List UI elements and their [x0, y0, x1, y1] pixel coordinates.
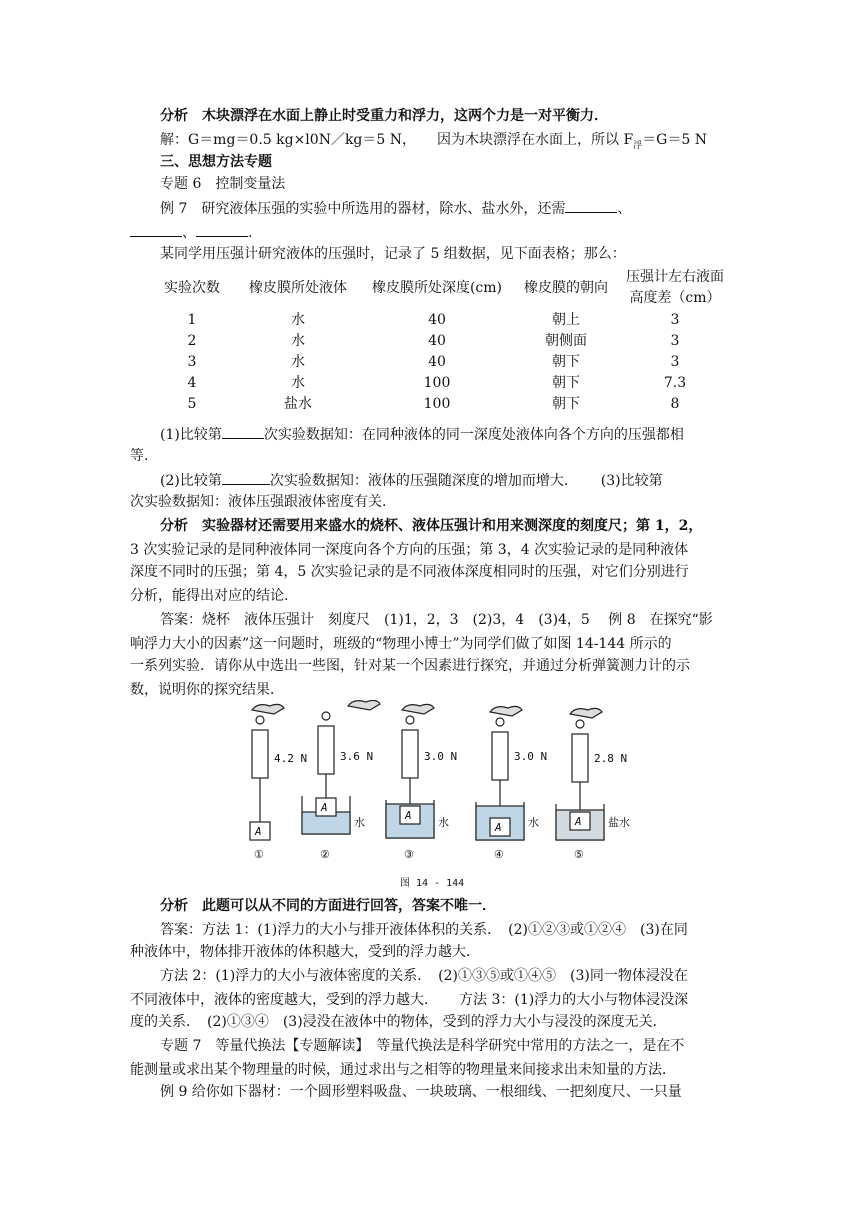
table-row — [150, 310, 730, 331]
figure-number: ② — [320, 848, 330, 861]
cell: 3 — [670, 354, 680, 370]
cell: 3 — [670, 312, 680, 328]
topic-7-line: 专题 7 等量代换法【专题解读】 等量代换法是科学研究中常用的方法之一，是在不 — [160, 1038, 685, 1054]
analysis-paragraph-line: 3 次实验记录的是同种液体同一深度向各个方向的压强；第 3，4 次实验记录的是同种液体 — [130, 542, 689, 558]
header-line: 高度差（cm） — [629, 290, 721, 306]
cell: 40 — [428, 312, 446, 328]
intro-line: 某同学用压强计研究液体的压强时，记录了 5 组数据，见下面表格；那么： — [160, 246, 626, 262]
text: (1)比较第 — [160, 427, 222, 443]
text: . — [248, 225, 253, 241]
block-label: A — [405, 809, 412, 822]
example-9-line: 例 9 给你如下器材：一个圆形塑料吸盘、一块玻璃、一根细线、一把刻度尺、一只量 — [160, 1084, 682, 1100]
cell: 100 — [423, 375, 451, 391]
answer-line: 数，说明你的探究结果． — [130, 682, 284, 698]
cell: 朝下 — [552, 396, 580, 412]
cell: 水 — [291, 312, 305, 328]
cell: 2 — [187, 333, 197, 349]
topic-title: 专题 6 控制变量法 — [160, 176, 286, 192]
text: 例 7 研究液体压强的实验中所选用的器材，除水、盐水外，还需 — [160, 201, 566, 217]
cell: 朝下 — [552, 375, 580, 391]
text: 分析 实验器材还需要用来盛水的烧杯、液体压强计和用来测深度的刻度尺；第 1，2， — [160, 518, 703, 534]
cell: 40 — [428, 354, 446, 370]
cell: 水 — [291, 375, 305, 391]
reading-label: 3.0 N — [514, 750, 548, 763]
answer-blank — [196, 222, 248, 237]
text: 、 — [617, 201, 632, 217]
answer-blank — [222, 424, 264, 439]
cell: 水 — [291, 354, 305, 370]
liquid-label: 水 — [354, 816, 365, 829]
cell: 1 — [187, 312, 197, 328]
question-3: 次实验数据知：液体压强跟液体密度有关. — [130, 494, 387, 510]
liquid-label: 水 — [438, 816, 449, 829]
analysis-paragraph — [160, 516, 760, 536]
text: 、 — [182, 225, 196, 241]
table-row — [150, 331, 730, 352]
cell: 朝侧面 — [545, 333, 587, 349]
block-label: A — [321, 801, 328, 814]
table-row — [150, 352, 730, 373]
example-line — [160, 198, 760, 219]
liquid-label: 水 — [528, 816, 539, 829]
analysis-paragraph-line: 深度不同时的压强；第 4，5 次实验记录的是不同液体深度相同时的压强，对它们分别进行 — [130, 564, 689, 580]
cell: 3 — [187, 354, 197, 370]
analysis-paragraph-line: 分析，能得出对应的结论. — [130, 588, 289, 604]
header-cell: 橡皮膜所处深度(cm) — [371, 279, 503, 296]
question-1-cont: 等. — [130, 448, 149, 464]
liquid-label: 盐水 — [608, 816, 630, 829]
example-line-2 — [130, 222, 730, 243]
answer-line: 答案：烧杯 液体压强计 刻度尺 (1)1，2，3 (2)3，4 (3)4，5 例 8 在探究“影 — [160, 612, 713, 628]
cell: 7.3 — [663, 375, 687, 391]
cell: 朝上 — [552, 312, 580, 328]
block-label: A — [495, 821, 502, 834]
question-1 — [160, 424, 760, 445]
analysis-line-2 — [160, 896, 760, 916]
figure-number: ④ — [494, 848, 504, 861]
text: 分析 此题可以从不同的方面进行回答，答案不唯一． — [160, 898, 496, 914]
block-label: A — [255, 825, 262, 838]
topic-7-line: 能测量或求出某个物理量的时候，通过求出与之相等的物理量来间接求出未知量的方法． — [130, 1062, 676, 1078]
answer-line: 方法 2：(1)浮力的大小与液体密度的关系． (2)①③⑤或①④⑤ (3)同一物体浸没在 — [160, 968, 688, 984]
figure-number: ① — [254, 848, 264, 861]
analysis-line — [160, 106, 760, 126]
section-heading: 三、思想方法专题 — [160, 154, 272, 170]
figure-number: ③ — [404, 848, 414, 861]
spring-scale-figure — [230, 700, 630, 895]
text: 次实验数据知：在同种液体的同一深度处液体向各个方向的压强都相 — [263, 427, 684, 443]
text: 分析 木块漂浮在水面上静止时受重力和浮力，这两个力是一对平衡力． — [160, 108, 608, 124]
table-header — [150, 266, 730, 310]
header-cell: 橡皮膜的朝向 — [524, 279, 608, 296]
cell: 3 — [670, 333, 680, 349]
cell: 8 — [670, 396, 680, 412]
answer-line: 种液体中，物体排开液体的体积越大，受到的浮力越大． — [130, 944, 480, 960]
answer-line: 度的关系． (2)①③④ (3)浸没在液体中的物体，受到的浮力大小与浸没的深度无关． — [130, 1014, 667, 1030]
cell: 40 — [428, 333, 446, 349]
text: 次实验数据知：液体的压强随深度的增加而增大. (3)比较第 — [269, 473, 663, 489]
cell: 水 — [291, 333, 305, 349]
answer-blank — [222, 470, 270, 485]
answer-line: 响浮力大小的因素”这一问题时，班级的“物理小博士”为同学们做了如图 14-144 所示的 — [130, 636, 672, 652]
reading-label: 2.8 N — [594, 752, 628, 765]
header-cell: 橡皮膜所处液体 — [249, 279, 347, 296]
figure-caption: 图 14 - 144 — [400, 878, 465, 889]
header-cell: 实验次数 — [164, 279, 220, 296]
cell: 盐水 — [284, 396, 312, 412]
data-table — [150, 266, 730, 415]
cell: 100 — [423, 396, 451, 412]
text: (2)比较第 — [160, 473, 222, 489]
subscript: 浮 — [633, 140, 643, 151]
answer-blank — [130, 222, 182, 237]
figure-number: ⑤ — [574, 848, 584, 861]
cell: 4 — [187, 375, 197, 391]
cell: 5 — [187, 396, 197, 412]
text: 解：G＝mg＝0.5 kg×l0N／kg＝5 N， 因为木块漂浮在水面上，所以 F — [160, 132, 634, 148]
answer-line: 不同液体中，液体的密度越大，受到的浮力越大． 方法 3：(1)浮力的大小与物体浸没深 — [130, 992, 689, 1008]
table-row — [150, 394, 730, 415]
answer-line: 答案：方法 1：(1)浮力的大小与排开液体体积的关系． (2)①②③或①②④ (3)在同 — [160, 922, 688, 938]
block-label: A — [575, 815, 582, 828]
reading-label: 4.2 N — [274, 752, 308, 765]
cell: 朝下 — [552, 354, 580, 370]
header-cell — [620, 266, 730, 310]
answer-line: 一系列实验．请你从中选出一些图，针对某一个因素进行探究，并通过分析弹簧测力计的示 — [130, 658, 690, 674]
answer-blank — [565, 198, 617, 213]
question-2 — [160, 470, 760, 491]
text: ＝G＝5 N — [642, 132, 707, 148]
reading-label: 3.0 N — [424, 750, 458, 763]
table-row — [150, 373, 730, 394]
header-line: 压强计左右液面 — [626, 269, 724, 285]
reading-label: 3.6 N — [340, 750, 374, 763]
